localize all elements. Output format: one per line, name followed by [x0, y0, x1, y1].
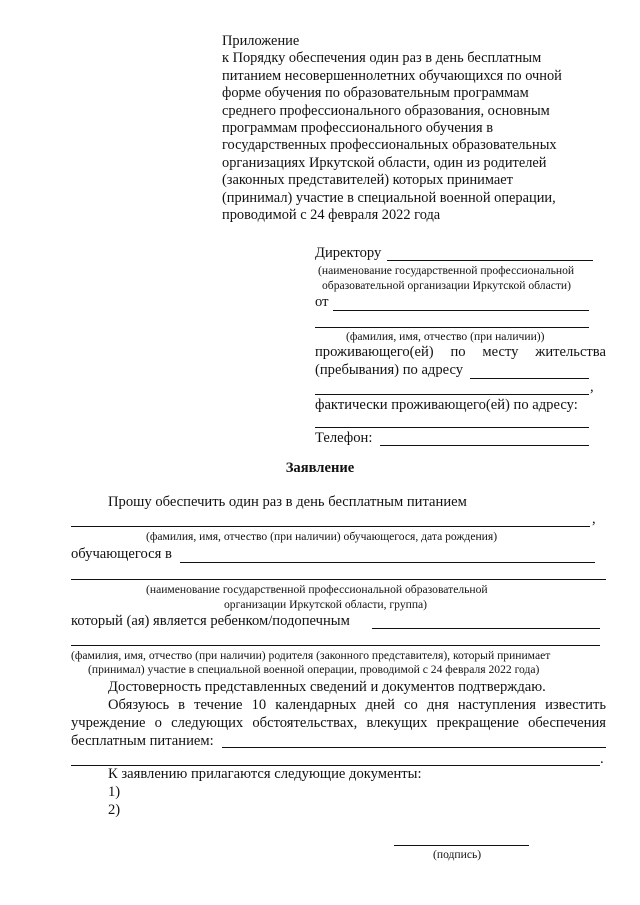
appendix-line: организациях Иркутской области, один из родителей [222, 154, 547, 171]
director-label: Директору [315, 245, 382, 261]
from-field-2[interactable] [315, 327, 589, 328]
appendix-line: проводимой с 24 февраля 2022 года [222, 207, 441, 224]
circumstances-field[interactable] [222, 747, 606, 748]
request-text: Прошу обеспечить один раз в день бесплатным питанием [108, 494, 467, 510]
phone-label: Телефон: [315, 430, 373, 446]
parent-hint: (фамилия, имя, отчество (при наличии) родителя (законного представителя), который принимает [71, 649, 551, 662]
appendix-line: питанием несовершеннолетних обучающихся по очной [222, 67, 562, 84]
comma: , [592, 511, 596, 527]
document-item-2: 2) [108, 802, 121, 818]
obligation-text: Обязуюсь в течение 10 календарных дней со дня наступления известить [108, 697, 606, 713]
student-field[interactable] [71, 526, 590, 527]
org-hint: (наименование государственной профессиональной образовательной [146, 583, 488, 596]
parent-field[interactable] [372, 628, 600, 629]
child-of-label: который (ая) является ребенком/подопечным [71, 613, 350, 629]
appendix-line: среднего профессионального образования, основным [222, 102, 550, 119]
appendix-title: Приложение [222, 33, 300, 49]
appendix-line: к Порядку обеспечения один раз в день бесплатным [222, 50, 542, 67]
org-field-2[interactable] [71, 579, 606, 580]
residence-text: проживающего(ей) по месту жительства [315, 344, 606, 360]
org-hint: организации Иркутской области, группа) [224, 598, 428, 611]
appendix-line: (принимал) участие в специальной военной операции, [222, 189, 556, 206]
obligation-text: учреждение о следующих обстоятельствах, влекущих прекращение обеспечения [71, 715, 606, 731]
appendix-line: (законных представителей) которых принимает [222, 172, 513, 189]
from-label: от [315, 294, 329, 310]
director-hint: образовательной организации Иркутской области) [322, 279, 571, 292]
actual-address-field[interactable] [315, 427, 589, 428]
phone-field[interactable] [380, 445, 589, 446]
director-hint: (наименование государственной профессиональной [318, 264, 575, 277]
residence-text: (пребывания) по адресу [315, 362, 464, 378]
appendix-block [222, 33, 562, 224]
appendix-line: форме обучения по образовательным программам [222, 85, 529, 102]
appendix-line: государственных профессиональных образовательных [222, 137, 557, 154]
fio-hint: (фамилия, имя, отчество (при наличии)) [346, 330, 545, 343]
documents-intro: К заявлению прилагаются следующие документы: [108, 766, 422, 782]
obligation-text: бесплатным питанием: [71, 733, 214, 749]
parent-hint: (принимал) участие в специальной военной операции, проводимой с 24 февраля 2022 года) [88, 663, 540, 676]
parent-field-2[interactable] [71, 645, 600, 646]
actual-address-label: фактически проживающего(ей) по адресу: [315, 397, 578, 413]
comma: , [590, 379, 594, 395]
director-field[interactable] [387, 260, 593, 261]
address-field-2[interactable] [315, 394, 589, 395]
appendix-line: программам профессионального обучения в [222, 120, 494, 137]
from-field[interactable] [333, 310, 589, 311]
org-field[interactable] [180, 562, 595, 563]
student-hint: (фамилия, имя, отчество (при наличии) обучающегося, дата рождения) [146, 530, 498, 543]
period: . [600, 751, 604, 767]
document-item-1: 1) [108, 784, 121, 800]
signature-hint: (подпись) [433, 848, 482, 861]
address-field[interactable] [470, 378, 589, 379]
student-in-label: обучающегося в [71, 546, 172, 562]
signature-field[interactable] [394, 845, 529, 846]
reliability-text: Достоверность представленных сведений и документов подтверждаю. [108, 679, 546, 695]
document-heading: Заявление [285, 460, 355, 476]
